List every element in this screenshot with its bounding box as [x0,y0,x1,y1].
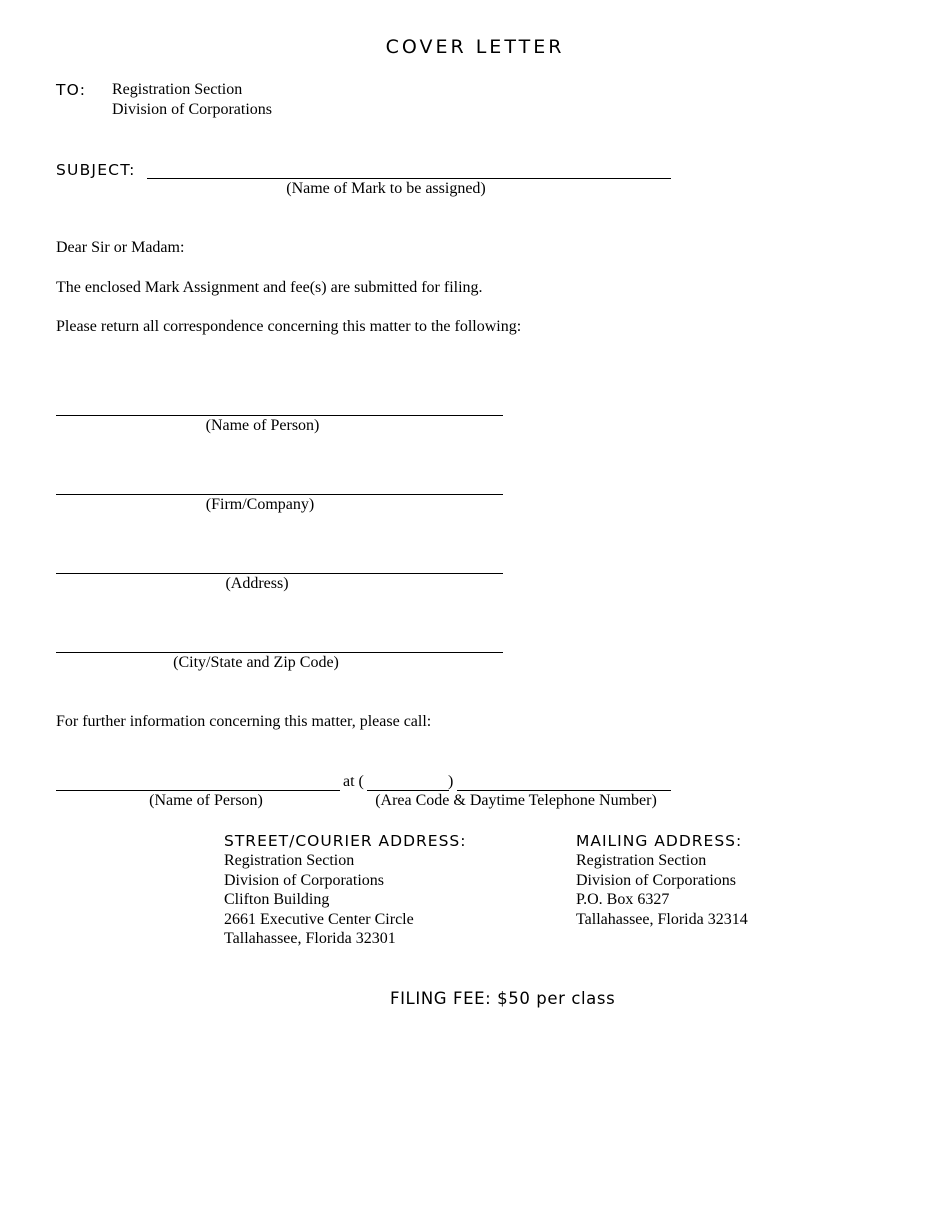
area-code-field[interactable] [367,790,449,791]
subject-field[interactable] [147,178,671,179]
city-state-zip-caption: (City/State and Zip Code) [173,654,339,671]
city-state-zip-field[interactable] [56,652,503,653]
street-address-line: Registration Section [224,852,355,869]
mailing-address-line: Tallahassee, Florida 32314 [576,910,748,928]
to-label: TO: [56,81,87,99]
street-address-heading: STREET/COURIER ADDRESS: [224,832,467,850]
street-address-line: Clifton Building [224,891,330,909]
mailing-address-block [576,831,748,929]
filing-fee: FILING FEE: $50 per class [390,989,616,1008]
salutation: Dear Sir or Madam: [56,239,185,256]
to-line-1: Registration Section [112,81,243,98]
address-caption: (Address) [225,575,289,592]
firm-company-field[interactable] [56,494,503,495]
street-address-line: Division of Corporations [224,871,384,889]
phone-intro: For further information concerning this matter, please call: [56,713,432,730]
address-field[interactable] [56,573,503,574]
area-code-close-paren: ) [448,773,454,790]
street-address-block [224,831,467,949]
mailing-address-line: Division of Corporations [576,871,736,889]
contact-name-caption: (Name of Person) [149,792,263,809]
body-paragraph-2: Please return all correspondence concerning this matter to the following: [56,318,522,335]
person-name-caption: (Name of Person) [205,417,320,434]
firm-company-caption: (Firm/Company) [205,496,315,513]
mailing-address-heading: MAILING ADDRESS: [576,832,743,850]
phone-caption: (Area Code & Daytime Telephone Number) [375,792,657,809]
body-paragraph-1: The enclosed Mark Assignment and fee(s) are submitted for filing. [56,279,483,296]
subject-caption: (Name of Mark to be assigned) [286,180,486,197]
person-name-field[interactable] [56,415,503,416]
at-text: at ( [343,773,364,790]
street-address-line: 2661 Executive Center Circle [224,910,414,928]
phone-number-field[interactable] [457,790,671,791]
mailing-address-line: Registration Section [576,852,707,869]
subject-label: SUBJECT: [56,161,136,179]
mailing-address-line: P.O. Box 6327 [576,891,670,909]
to-line-2: Division of Corporations [112,101,272,118]
street-address-line: Tallahassee, Florida 32301 [224,930,396,948]
page-title: COVER LETTER [385,36,565,58]
contact-name-field[interactable] [56,790,340,791]
